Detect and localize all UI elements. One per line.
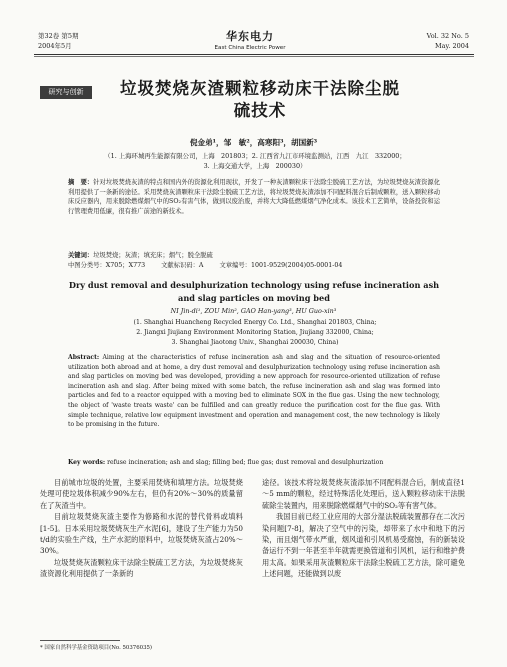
- affiliations-cn: （1. 上海环城再生能源有限公司，上海 201803；2. 江西省九江市环境监测站，江西 九江 332000； 3. 上海交通大学，上海 200030）: [104, 152, 406, 170]
- footnote: * 国家自然科学基金资助项目(No. 50376035): [40, 645, 153, 651]
- article-number: 文章编号：1001-9529(2004)05-0001-04: [219, 262, 343, 269]
- column-badge: 研究与创新: [40, 86, 92, 99]
- body-paragraph: 垃圾焚烧灰渣颗粒床干法除尘脱硫工艺方法，为垃圾焚烧灰渣资源化利用提供了一条新的: [40, 557, 243, 579]
- header-rule-thin: [34, 56, 474, 57]
- journal-name-cn: 华东电力: [226, 30, 274, 43]
- body-paragraph: 途径。该技术将垃圾焚烧灰渣添加不同配料混合后，制成直径1～5 mm的颗粒，经过特殊活化处理后，送入颗粒移动床干法脱硫除尘装置内，用来脱除燃煤烟气中的SO₂等有害气体。: [262, 478, 465, 510]
- abstract-en-text: Aiming at the characteristics of refuse incineration ash and slag and the situation of resource-oriented utilization both abroad and at home, a dry dust removal and desulphurization technology using refuse incineration ash and slag particles on moving bed was developed, providing a new approach for resource-oriented utilization of refuse incineration ash and slag. After being mixed with some batch, the refuse incineration ash and slag was formed into particles and fed to a reactor equipped with a moving bed to eliminate SOX in the flue gas. Using the new technology, the object of 'waste treats waste' can be fulfilled and can greatly reduce the purification cost for the flue gas. With simple technique, relative low equipment investment and operation and management cost, the new technology is likely to be promising in the future.: [68, 354, 441, 429]
- header-volume-en: Vol. 32 No. 5 May. 2004: [426, 32, 469, 50]
- abstract-cn-label: 摘 要：: [68, 179, 94, 186]
- header-volume-cn: 第32卷 第5期 2004年5月: [38, 32, 79, 50]
- keywords-en: Key words: refuse incineration; ash and slag; filling bed; flue gas; dust removal and desulphurization: [68, 459, 384, 466]
- authors-cn: 倪金弟¹，邹 敏²，高寒阳³，胡国新³: [189, 138, 318, 147]
- body-paragraph: 目前垃圾焚烧灰渣主要作为修路和水泥的替代骨料或填料[1-5]。日本采用垃圾焚烧灰生产水泥[6]，建设了生产能力为50 t/d的实验生产线，生产水泥的原料中，垃圾焚烧灰渣占20%～30%。: [40, 512, 243, 556]
- clc-number: 中图分类号：X705；X773: [68, 262, 146, 269]
- keywords-cn: 关键词：垃圾焚烧；灰渣；填充床；烟气；脱全脱硫: [68, 252, 213, 259]
- journal-name-en: East China Electric Power: [214, 45, 286, 51]
- abstract-en: [68, 353, 440, 430]
- abstract-cn-text: 针对垃圾焚烧灰渣的特点和国内外的资源化利用现状，开发了一种灰渣颗粒床干法除尘脱硫工艺方法，为垃圾焚烧灰渣资源化利用提供了一条新的途径。采用焚烧灰渣颗粒床干法除尘脱硫工艺方法，将垃圾焚烧灰渣添加不同配料混合后制成颗粒，送入颗粒移动床反应器内，用来脱除燃煤烟气中的SO₂有害气体，做到以废治废，并将大大降低燃煤烟气净化成本。该技术工艺简单，设备投资和运行管理费用低廉，很有推广前途的新技术。: [68, 179, 441, 215]
- article-title-cn: 垃圾焚烧灰渣颗粒移动床干法除尘脱硫技术: [120, 79, 400, 120]
- abstract-cn: [68, 178, 440, 216]
- body-column-left: [40, 477, 243, 580]
- body-paragraph: 我国目前已经工业应用的大部分湿法脱硫装置都存在二次污染问题[7-8]，解决了空气中的污染，却带来了水中和地下的污染，而且烟气带水严重，烟风道和引风机易受腐蚀，有的新装设备运行不到一年甚至半年就需更换管道和引风机，运行和维护费用太高。如果采用灰渣颗粒床干法除尘脱硫工艺方法，除可避免上述问题，还能做到以废: [262, 512, 465, 579]
- abstract-en-label: Abstract:: [68, 354, 100, 361]
- affiliations-en: (1. Shanghai Huancheng Recycled Energy Co. Ltd., Shanghai 201803, China; 2. Jiangxi Jiujiang Environment Monitoring Station, Jiujiang 332000, China; 3. Shanghai Jiaotong Univ., Shanghai 200030, China): [133, 319, 377, 346]
- article-title-en: Dry dust removal and desulphurization technology using refuse incineration ash and slag particles on moving bed: [68, 280, 440, 303]
- body-column-right: [262, 477, 465, 580]
- footnote-rule: [40, 640, 120, 641]
- journal-masthead: [170, 28, 330, 51]
- doc-code: 文献标识码：A: [161, 262, 204, 269]
- classification-line: [68, 261, 440, 271]
- header-rule: [34, 54, 474, 55]
- body-paragraph: 目前城市垃圾的处置，主要采用焚烧和填埋方法。垃圾焚烧处理可使垃圾体积减少90%左右，但仍有20%～30%的质量留在了灰渣当中。: [40, 478, 243, 510]
- authors-en: NI Jin-di¹, ZOU Min², GAO Han-yang³, HU Guo-xin³: [170, 307, 337, 315]
